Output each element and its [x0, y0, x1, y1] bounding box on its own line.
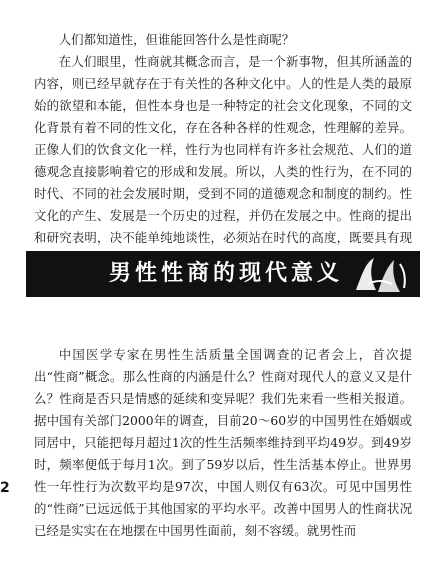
- section-heading: 男性性商的现代意义: [108, 261, 343, 286]
- abstract-ink-figure-icon: [348, 254, 412, 294]
- section-heading-banner: [26, 251, 420, 297]
- paragraph-survey: 中国医学专家在男性生活质量全国调查的记者会上，首次提出“性商”概念。那么性商的内涵是什么？性商对现代人的意义又是什么？性商是否只是情感的延续和变异呢？我们先来看一些相关报道。据中国有关部门2000年的调查，目前20～60岁的中国男性在婚姻或同居中，只能把每月超过1次的性生活频率维持到平均49岁。到49岁时，频率便低于每月1次。到了59岁以后，性生活基本停止。世界男性一年性行为次数平均是97次，中国人则仅有63次。可见中国男性的“性商”已远远低于其他国家的平均水平。改善中国男人的性商状况已经是实实在在地摆在中国男性面前，刻不容缓。就男性而: [34, 347, 412, 538]
- paragraph-sexual-culture: 在人们眼里，性商就其概念而言，是一个新事物，但其所涵盖的内容，则已经早就存在于有关性的各种文化中。人的性是人类的最原始的欲望和本能，但性本身也是一种特定的社会文化现象，不同的文化背景有着不同的性文化，存在各种各样的性观念，性理解的差异。正像人们的饮食文化一样，性行为也同样有许多社会规范、人们的道德观念直接影响着它的形成和发展。所以，人类的性行为，在不同的时代、不同的社会发展时期，受到不同的道德观念和制度的制约。性文化的产生、发展是一个历史的过程，并仍在发展之中。性商的提出和研究表明，决不能单纯地谈性，必须站在时代的高度，既要具有现: [34, 54, 412, 245]
- paragraph-question: 人们都知道性，但谁能回答什么是性商呢？: [58, 32, 295, 47]
- page-number: 2: [0, 480, 10, 496]
